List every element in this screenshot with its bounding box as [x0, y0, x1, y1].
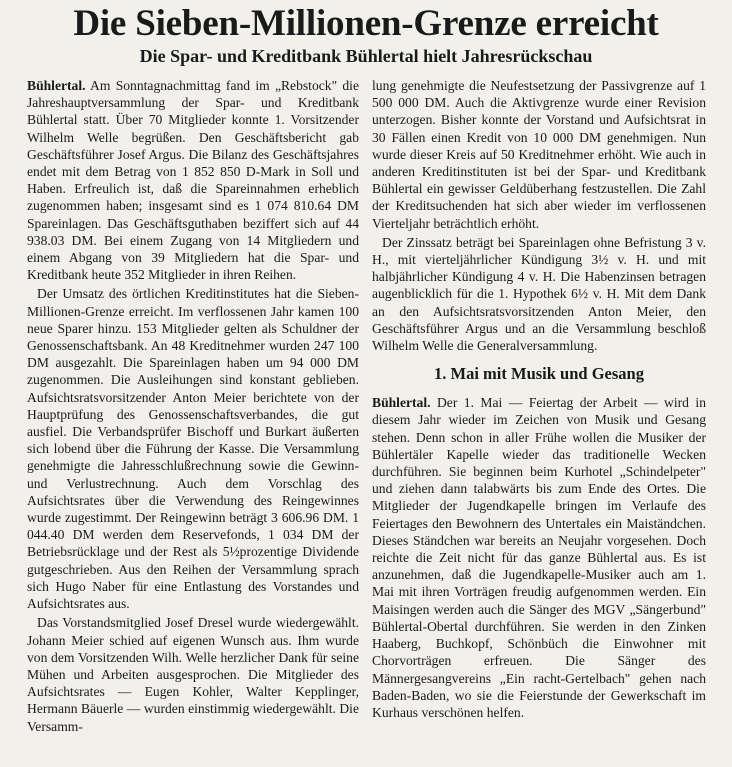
paragraph-interest: Der Zinssatz beträgt bei Spareinlagen ohne Befristung 3 v. H., mit vierteljährlicher Kündigung 3½ v. H. und mit halbjährlicher Kündigung 4 v. H. Die Habenzinsen betragen augenblicklich für die 1. Hypothek 6½ v. H. Mit dem Dank an den Aufsichtsratsvorsitzenden Anton Meier, den Geschäftsführer Argus und an die Versammlung beschloß Wilhelm Welle die Generalversammlung.	[372, 234, 706, 354]
left-column	[27, 77, 359, 735]
headline: Die Sieben-Millionen-Grenze erreicht	[73, 3, 659, 44]
subheadline: Die Spar- und Kreditbank Bühlertal hielt Jahresrückschau	[139, 46, 593, 66]
dateline: Bühlertal.	[27, 78, 86, 93]
article2-heading: 1. Mai mit Musik und Gesang	[434, 364, 644, 384]
article2-body	[372, 394, 706, 721]
paragraph-intro	[27, 77, 359, 283]
paragraph-turnover: Der Umsatz des örtlichen Kreditinstitutes hat die Sieben-Millionen-Grenze erreicht. Im verflossenen Jahr kamen 100 neue Sparer hinzu. 153 Mitglieder gelten als Schuldner der Genossenschaftsbank. An 48 Kreditnehmer wurden 247 100 DM ausgezahlt. Die Spareinlagen haben um 94 000 DM zugenommen. Die Ausleihungen sind konstant geblieben. Aufsichtsratsvorsitzender Anton Meier berichtete von der Hauptprüfung des Genossenschaftsverbandes, die gut ausfiel. Die Verbandsprüfer Bischoff und Burkart äußerten sich lobend über die Führung der Kasse. Die Versammlung genehmigte die Jahresschlußrechnung sowie die Gewinn- und Verlustrechnung. Auch dem Vorschlag des Aufsichtsrates über die Verwendung des Reingewinnes wurde zugestimmt. Der Reingewinn beträgt 3 606.96 DM. 1 044.40 DM werden dem Reservefonds, 1 034 DM der Betriebsrücklage und der Rest als 5½prozentige Dividende gutgeschrieben. Aus den Reihen der Versammlung sprach sich Hugo Naber für eine Entlastung des Vorstandes und Aufsichtsrates aus.	[27, 286, 359, 612]
paragraph-continued: lung genehmigte die Neufestsetzung der Passivgrenze auf 1 500 000 DM. Auch die Aktivgrenze wurde einer Revision unterzogen. Bisher konnte der Vorstand und Aufsichtsrat in 30 Fällen einen Kredit von 10 000 DM genehmigen. Nun wurde dieser Kreis auf 50 Kreditnehmer erhöht. Wie auch in anderen Kreditinstituten ist bei der Spar- und Kreditbank Bühlertal ein gewisser Geldüberhang festzustellen. Die Zahl der Kreditsuchenden hat sich aber wieder im verflossenen Vierteljahr beträchtlich erhöht.	[372, 78, 706, 231]
article2-text: Der 1. Mai — Feiertag der Arbeit — wird in diesem Jahr wieder im Zeichen von Musik und Gesang stehen. Denn schon in aller Frühe wollen die Musiker der Bühlertäler Kapelle wieder das traditionelle Wecken durchführen. Sie beginnen beim Kurhotel „Schindelpeter" und ziehen dann talabwärts bis zum Ende des Ortes. Die Mitglieder der Jugendkapelle bringen im Verlaufe des Feiertages den Bewohnern des Untertales ein Maiständchen. Dieses Ständchen war bereits an Neujahr vorgesehen. Doch reichte die Zeit nicht für das ganze Bühlertal aus. Es ist anzunehmen, daß die Jugendkapelle-Musiker auch am 1. Mai mit ihren Vorträgen freudig aufgenommen werden. Ein Maisingen werden auch die Sänger des MGV „Sängerbund" Bühlertal-Obertal durchführen. Sie werden in den Zinken Haaberg, Buchkopf, Schönbüch die Einwohner mit Chorvorträgen erfreuen. Die Sänger des Männergesangvereins „Ein racht-Gertelbach" gehen nach Baden-Baden, wo sie die Feierstunde der Gewerkschaft im Kurhaus verschönen helfen.	[372, 395, 706, 720]
article2-dateline: Bühlertal.	[372, 395, 431, 411]
right-column	[372, 77, 706, 721]
paragraph-intro-text: Am Sonntagnachmittag fand im „Rebstock" die Jahreshauptversammlung der Spar- und Kreditbank Bühlertal statt. Über 70 Mitglieder konnte 1. Vorsitzender Wilhelm Welle begrüßen. Den Geschäftsbericht gab Geschäftsführer Josef Argus. Die Bilanz des Geschäftsjahres endet mit dem Betrag von 1 852 850 D-Mark in Soll und Haben. Erfreulich ist, daß die Spareinnahmen erheblich zugenommen haben; insgesamt sind es 1 074 810.64 DM Spareinlagen. Das Geschäftsguthaben beziffert sich auf 44 938.03 DM. Bei einem Zugang von 14 Mitgliedern und einem Abgang von 39 Mitgliedern hat die Spar- und Kreditbank heute 352 Mitglieder in ihren Reihen.	[27, 78, 359, 283]
paragraph-elections: Das Vorstandsmitglied Josef Dresel wurde wiedergewählt. Johann Meier schied auf eigenen Wunsch aus. Ihm wurde von dem Vorsitzenden Wilh. Welle herzlicher Dank für seine Mühen und Arbeiten ausgesprochen. Die Mitglieder des Aufsichtsrates — Eugen Kohler, Walter Kepplinger, Hermann Bäuerle — wurden einstimmig wiedergewählt. Die Versamm-	[27, 615, 359, 734]
